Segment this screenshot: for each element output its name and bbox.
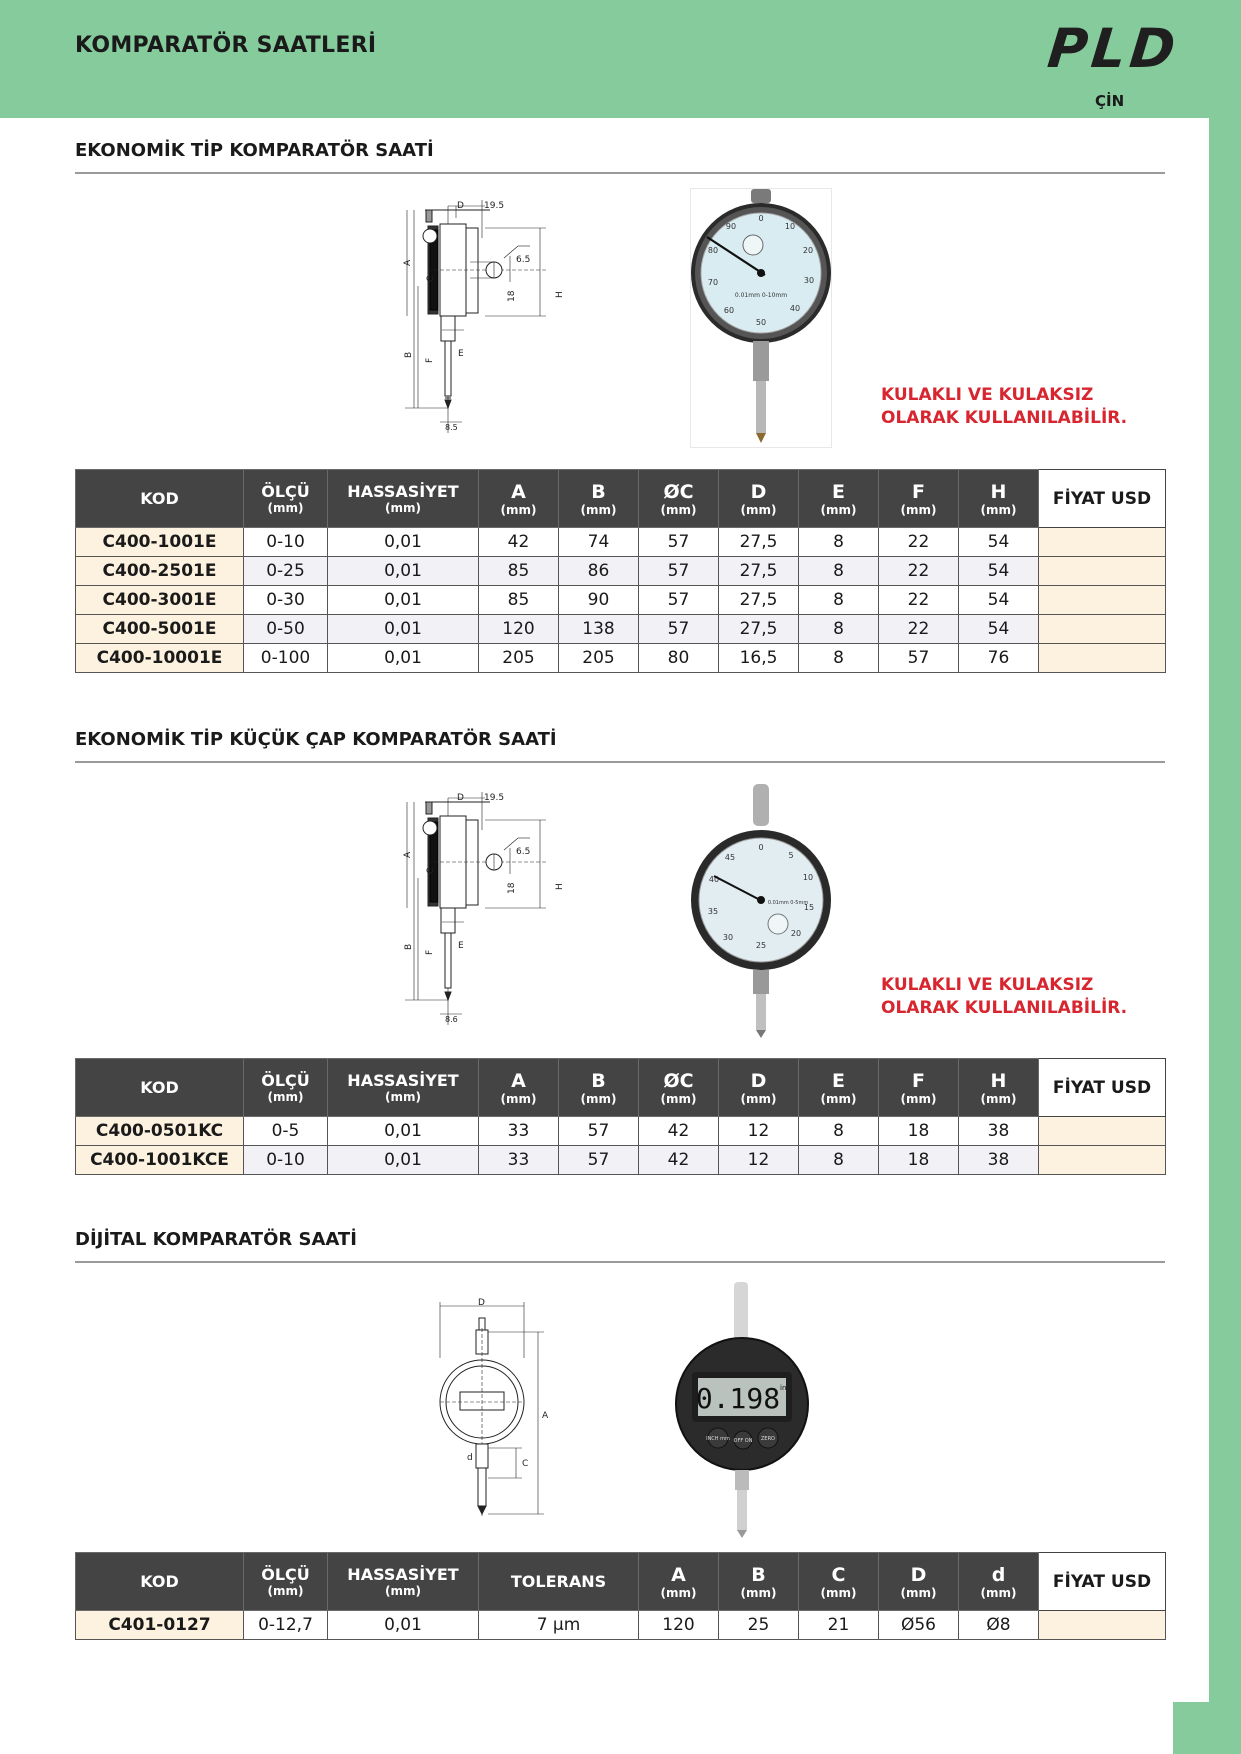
dial-tick-label: 70	[707, 278, 719, 287]
col-header: D (mm)	[719, 1059, 799, 1117]
cell-code: C400-1001KCE	[76, 1146, 244, 1175]
cell: 0,01	[328, 586, 479, 615]
dim-label-c: C	[426, 867, 436, 874]
cell: 12	[719, 1117, 799, 1146]
cell: 0,01	[328, 557, 479, 586]
dim-label-18: 18	[507, 882, 517, 894]
lcd-unit: in	[780, 1384, 787, 1392]
cell: 21	[799, 1611, 879, 1640]
cell-price	[1039, 1117, 1166, 1146]
button-off-on: OFF ON	[733, 1438, 753, 1444]
dial-tick-label: 50	[755, 318, 767, 327]
section-divider	[75, 761, 1165, 763]
dim-label-stem: 8.5	[445, 423, 458, 432]
col-header: ØC (mm)	[639, 470, 719, 528]
cell-price	[1039, 557, 1166, 586]
cell: 0,01	[328, 644, 479, 673]
col-header: D (mm)	[879, 1553, 959, 1611]
col-header-price: FİYAT USD	[1039, 1553, 1166, 1611]
cell: 54	[959, 586, 1039, 615]
dial-tick-label: 30	[803, 276, 815, 285]
cell: 85	[479, 586, 559, 615]
table-row	[76, 1611, 1166, 1640]
table-header-row	[76, 470, 1166, 528]
cell-price	[1039, 586, 1166, 615]
dial-tick-label: 40	[789, 304, 801, 313]
dial-tick-label: 80	[707, 246, 719, 255]
col-header: A (mm)	[479, 470, 559, 528]
cell: 0,01	[328, 1117, 479, 1146]
cell: 0,01	[328, 615, 479, 644]
cell: 22	[879, 586, 959, 615]
cell: 57	[559, 1146, 639, 1175]
col-header: B (mm)	[559, 1059, 639, 1117]
page-title: KOMPARATÖR SAATLERİ	[75, 33, 377, 58]
table-header-row	[76, 1553, 1166, 1611]
dim-label-18: 18	[507, 290, 517, 302]
usage-note-line2: OLARAK KULLANILABİLİR.	[881, 408, 1128, 428]
section-divider	[75, 1261, 1165, 1263]
dial-tick-label: 0	[758, 214, 764, 223]
side-band	[1209, 118, 1241, 1754]
dim-label-e: E	[458, 941, 464, 951]
cell-code: C400-3001E	[76, 586, 244, 615]
cell: 22	[879, 615, 959, 644]
cell: 0,01	[328, 1611, 479, 1640]
dial-tick-label: 25	[755, 941, 767, 950]
col-header: F (mm)	[879, 470, 959, 528]
cell: 0-25	[244, 557, 328, 586]
cell-code: C400-5001E	[76, 615, 244, 644]
dial-tick-label: 40	[708, 875, 720, 884]
cell: 54	[959, 557, 1039, 586]
cell: 42	[639, 1117, 719, 1146]
cell: 0,01	[328, 1146, 479, 1175]
cell-price	[1039, 615, 1166, 644]
cell: 0-5	[244, 1117, 328, 1146]
col-header: ÖLÇÜ (mm)	[244, 1553, 328, 1611]
dial-tick-label: 20	[802, 246, 814, 255]
cell: 120	[479, 615, 559, 644]
table-row	[76, 615, 1166, 644]
col-header: B (mm)	[559, 470, 639, 528]
col-header: H (mm)	[959, 1059, 1039, 1117]
lcd-reading: 0.198	[695, 1382, 781, 1415]
button-inch-mm: INCH mm	[706, 1436, 730, 1442]
product-photo-small-dial-indicator	[688, 782, 834, 1040]
brand-origin: ÇİN	[1095, 92, 1125, 110]
technical-drawing-digital-indicator	[432, 1298, 552, 1520]
cell: 57	[639, 615, 719, 644]
table-row	[76, 1146, 1166, 1175]
cell: 57	[639, 528, 719, 557]
button-zero: ZERO	[761, 1436, 775, 1442]
cell: 42	[479, 528, 559, 557]
dim-label-c: C	[426, 275, 436, 282]
dim-label-f: F	[425, 357, 435, 363]
cell: 27,5	[719, 528, 799, 557]
cell: 85	[479, 557, 559, 586]
cell: 74	[559, 528, 639, 557]
cell: 18	[879, 1146, 959, 1175]
col-header: E (mm)	[799, 1059, 879, 1117]
dim-label-b: B	[404, 943, 414, 950]
cell: 86	[559, 557, 639, 586]
col-header: HASSASİYET (mm)	[328, 470, 479, 528]
dial-tick-label: 35	[707, 907, 719, 916]
table-row	[76, 644, 1166, 673]
dial-tick-label: 30	[722, 933, 734, 942]
cell: 12	[719, 1146, 799, 1175]
col-header: KOD	[76, 1059, 244, 1117]
cell: 0-50	[244, 615, 328, 644]
cell: 7 µm	[479, 1611, 639, 1640]
col-header: A (mm)	[639, 1553, 719, 1611]
col-header: KOD	[76, 470, 244, 528]
col-header: B (mm)	[719, 1553, 799, 1611]
cell-code: C400-0501KC	[76, 1117, 244, 1146]
cell: 27,5	[719, 586, 799, 615]
dim-label-f: F	[425, 949, 435, 955]
dial-tick-label: 20	[790, 929, 802, 938]
usage-note-line2: OLARAK KULLANILABİLİR.	[881, 998, 1128, 1018]
cell: 18	[879, 1117, 959, 1146]
cell-code: C400-1001E	[76, 528, 244, 557]
dim-label-d: D	[457, 201, 464, 211]
dim-label-radius: 6.5	[516, 847, 531, 857]
cell-price	[1039, 644, 1166, 673]
col-header: TOLERANS	[479, 1553, 639, 1611]
cell: 0-10	[244, 528, 328, 557]
product-photo-dial-indicator	[690, 188, 832, 448]
col-header-price: FİYAT USD	[1039, 470, 1166, 528]
cell: 90	[559, 586, 639, 615]
usage-note	[881, 974, 1127, 1020]
cell: 0-30	[244, 586, 328, 615]
cell: 57	[639, 557, 719, 586]
dim-label-a: A	[542, 1411, 549, 1421]
cell: 120	[639, 1611, 719, 1640]
cell: 80	[639, 644, 719, 673]
spec-table-digital	[75, 1552, 1166, 1640]
col-header: F (mm)	[879, 1059, 959, 1117]
cell: 54	[959, 528, 1039, 557]
section-divider	[75, 172, 1165, 174]
product-photo-digital-indicator	[672, 1280, 812, 1540]
cell-code: C401-0127	[76, 1611, 244, 1640]
dim-label-h: H	[555, 883, 565, 890]
cell-code: C400-2501E	[76, 557, 244, 586]
cell: Ø56	[879, 1611, 959, 1640]
dim-label-b: B	[404, 351, 414, 358]
dim-label-small-d: d	[467, 1453, 473, 1463]
dim-label-radius: 6.5	[516, 255, 531, 265]
table-row	[76, 528, 1166, 557]
dim-label-c: C	[522, 1459, 529, 1469]
col-header: KOD	[76, 1553, 244, 1611]
table-header-row	[76, 1059, 1166, 1117]
cell: 22	[879, 528, 959, 557]
col-header: H (mm)	[959, 470, 1039, 528]
cell: 0-10	[244, 1146, 328, 1175]
dim-label-stem: 8.6	[445, 1015, 458, 1024]
cell: 138	[559, 615, 639, 644]
cell: 76	[959, 644, 1039, 673]
usage-note	[881, 384, 1127, 430]
usage-note-line1: KULAKLI VE KULAKSIZ	[881, 385, 1094, 405]
table-row	[76, 1117, 1166, 1146]
cell: 8	[799, 644, 879, 673]
section-title-economic: EKONOMİK TİP KOMPARATÖR SAATİ	[75, 140, 434, 161]
cell: 27,5	[719, 557, 799, 586]
cell-code: C400-10001E	[76, 644, 244, 673]
col-header: D (mm)	[719, 470, 799, 528]
dim-label-d: D	[478, 1298, 485, 1308]
cell: 27,5	[719, 615, 799, 644]
cell: 8	[799, 1146, 879, 1175]
col-header: ØC (mm)	[639, 1059, 719, 1117]
cell-price	[1039, 528, 1166, 557]
dim-label-a: A	[403, 851, 413, 858]
cell: 8	[799, 615, 879, 644]
cell-price	[1039, 1146, 1166, 1175]
cell: 57	[559, 1117, 639, 1146]
cell: 205	[559, 644, 639, 673]
dial-scale-text: 0.01mm 0-10mm	[734, 292, 788, 299]
technical-drawing-small-dial-indicator	[400, 790, 585, 1028]
dim-label-e: E	[458, 349, 464, 359]
cell: 8	[799, 528, 879, 557]
dim-label-d: D	[457, 793, 464, 803]
col-header: ÖLÇÜ (mm)	[244, 470, 328, 528]
cell: 205	[479, 644, 559, 673]
col-header: A (mm)	[479, 1059, 559, 1117]
spec-table-small-diameter	[75, 1058, 1166, 1175]
cell: 16,5	[719, 644, 799, 673]
dial-tick-label: 90	[725, 222, 737, 231]
spec-table-economic	[75, 469, 1166, 673]
section-title-digital: DİJİTAL KOMPARATÖR SAATİ	[75, 1229, 357, 1250]
cell: 54	[959, 615, 1039, 644]
cell: 8	[799, 557, 879, 586]
cell: 0-12,7	[244, 1611, 328, 1640]
cell: 0-100	[244, 644, 328, 673]
table-row	[76, 586, 1166, 615]
cell-price	[1039, 1611, 1166, 1640]
dial-tick-label: 60	[723, 306, 735, 315]
col-header: C (mm)	[799, 1553, 879, 1611]
col-header: ÖLÇÜ (mm)	[244, 1059, 328, 1117]
cell: Ø8	[959, 1611, 1039, 1640]
cell: 0,01	[328, 528, 479, 557]
table-row	[76, 557, 1166, 586]
dial-tick-label: 5	[788, 851, 794, 860]
cell: 38	[959, 1146, 1039, 1175]
cell: 57	[879, 644, 959, 673]
cell: 25	[719, 1611, 799, 1640]
dim-label-a: A	[403, 259, 413, 266]
dim-label-width: 19.5	[484, 201, 505, 211]
usage-note-line1: KULAKLI VE KULAKSIZ	[881, 975, 1094, 995]
dial-tick-label: 45	[724, 853, 736, 862]
dial-tick-label: 15	[803, 903, 815, 912]
dim-label-width: 19.5	[484, 793, 505, 803]
cell: 33	[479, 1146, 559, 1175]
page-corner-tab	[1173, 1702, 1209, 1754]
cell: 57	[639, 586, 719, 615]
cell: 8	[799, 586, 879, 615]
dial-tick-label: 10	[802, 873, 814, 882]
dim-label-h: H	[555, 291, 565, 298]
brand-logo: PLD	[1044, 17, 1183, 80]
dial-tick-label: 10	[784, 222, 796, 231]
col-header: E (mm)	[799, 470, 879, 528]
cell: 8	[799, 1117, 879, 1146]
col-header-price: FİYAT USD	[1039, 1059, 1166, 1117]
cell: 38	[959, 1117, 1039, 1146]
cell: 42	[639, 1146, 719, 1175]
col-header: HASSASİYET (mm)	[328, 1553, 479, 1611]
col-header: d (mm)	[959, 1553, 1039, 1611]
dial-scale-text: 0.01mm 0-5mm	[767, 900, 809, 906]
col-header: HASSASİYET (mm)	[328, 1059, 479, 1117]
cell: 22	[879, 557, 959, 586]
technical-drawing-dial-indicator	[400, 198, 585, 436]
dial-tick-label: 0	[758, 843, 764, 852]
cell: 33	[479, 1117, 559, 1146]
section-title-small-diameter: EKONOMİK TİP KÜÇÜK ÇAP KOMPARATÖR SAATİ	[75, 729, 557, 750]
